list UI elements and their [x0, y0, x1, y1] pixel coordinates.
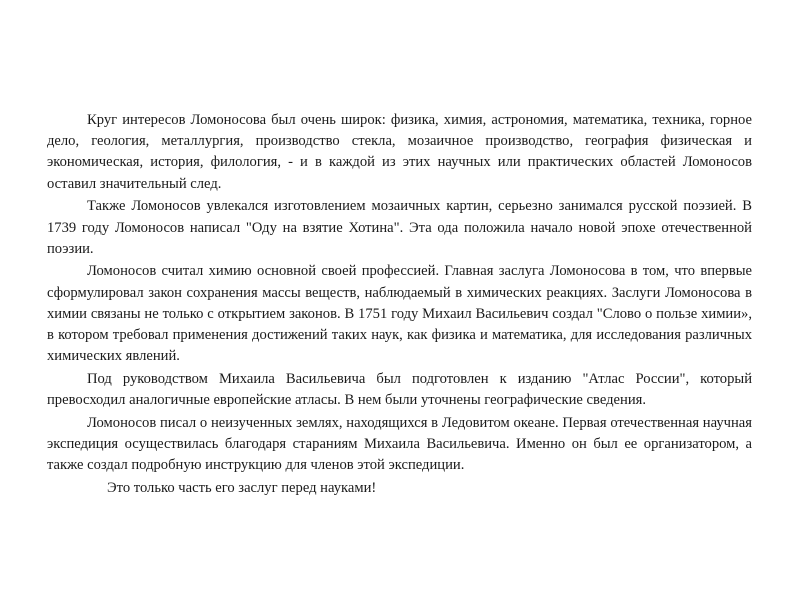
document-body [47, 110, 752, 501]
paragraph-poetry: Также Ломоносов увлекался изготовлением мозаичных картин, серьезно занимался русской поэзией. В 1739 году Ломоносов написал "Оду на взятие Хотина". Эта ода положила начало новой эпохе отечественной поэзии. [47, 198, 752, 257]
paragraph-interests: Круг интересов Ломоносова был очень широк: физика, химия, астрономия, математика, техника, горное дело, геология, металлургия, производство стекла, мозаичное производство, география физическая и экономическая, история, филология, - и в каждой из этих научных или практических областей Ломоносов оставил значительный след. [47, 112, 752, 192]
paragraph-chemistry: Ломоносов считал химию основной своей профессией. Главная заслуга Ломоносова в том, что впервые сформулировал закон сохранения массы веществ, наблюдаемый в химических реакциях. Заслуги Ломоносова в химии связаны не только с открытием законов. В 1751 году Михаил Васильевич создал "Слово о пользе химии», в котором требовал применения достижений таких наук, как физика и математика, для исследования различных химических явлений. [47, 263, 752, 365]
paragraph-expedition: Ломоносов писал о неизученных землях, находящихся в Ледовитом океане. Первая отечественная научная экспедиция осуществилась благодаря стараниям Михаила Васильевича. Именно он был ее организатором, а также создал подробную инструкцию для членов этой экспедиции. [47, 414, 752, 474]
paragraph-atlas: Под руководством Михаила Васильевича был подготовлен к изданию "Атлас России", который превосходил аналогичные европейские атласы. В нем были уточнены географические сведения. [47, 370, 752, 409]
closing-line: Это только часть его заслуг перед науками! [107, 479, 377, 496]
